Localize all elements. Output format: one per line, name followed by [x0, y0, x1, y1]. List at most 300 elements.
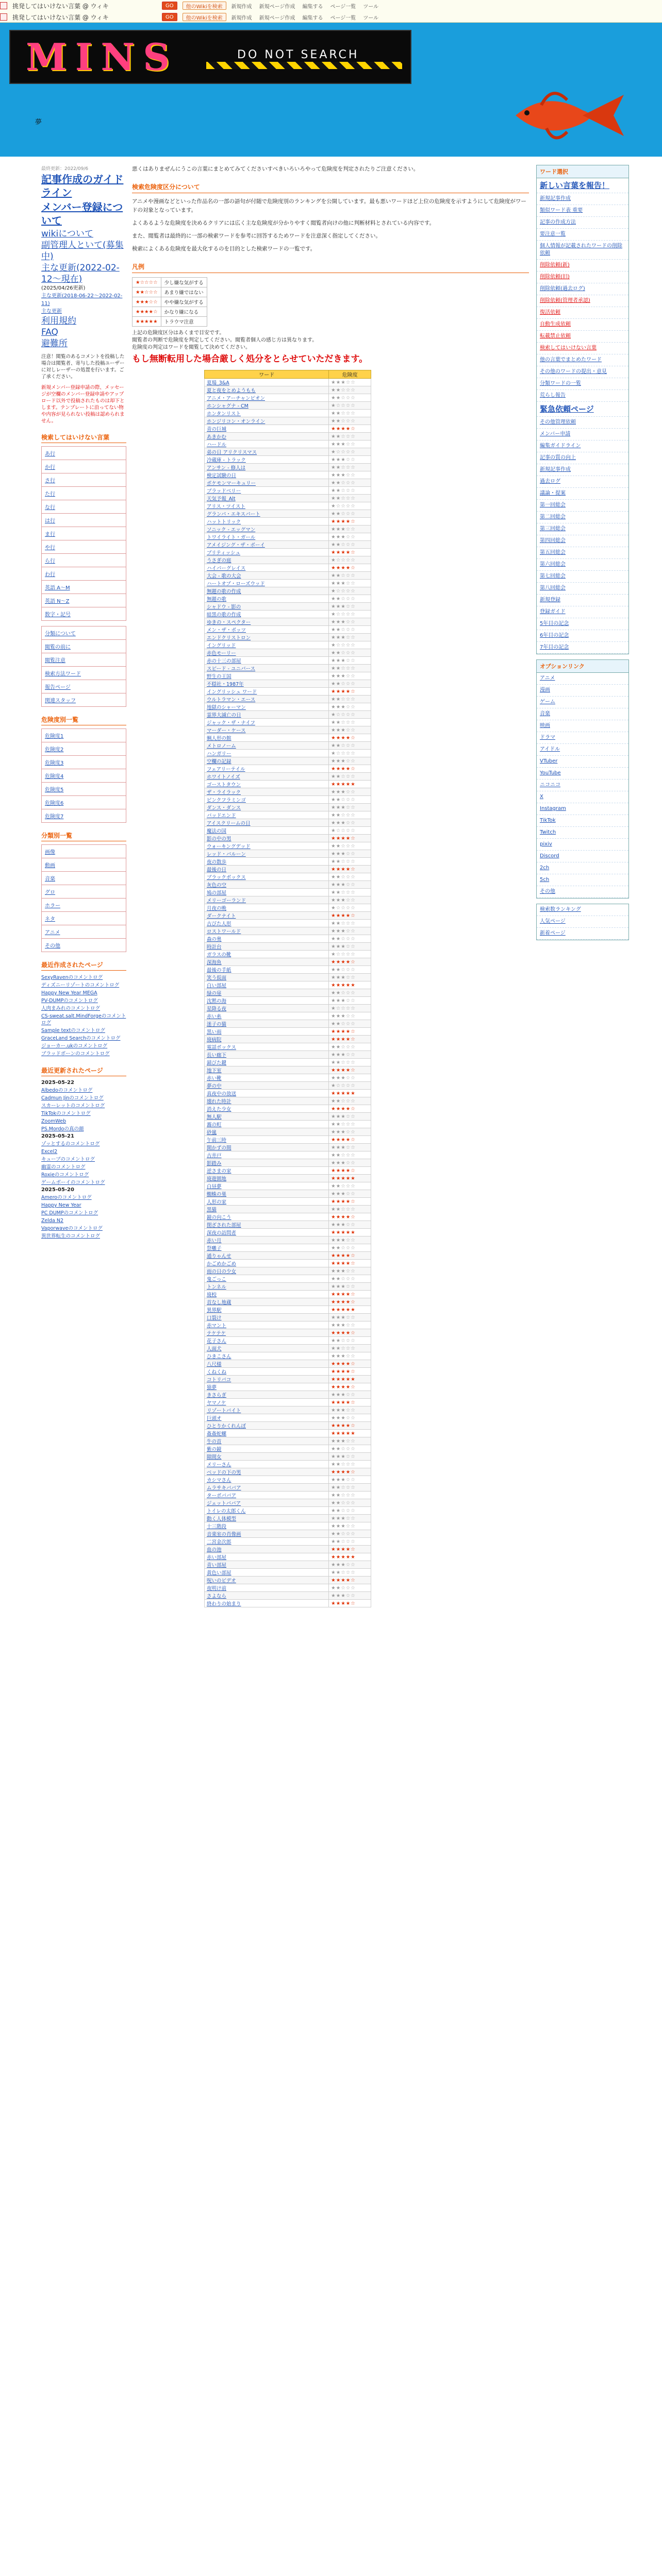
sidebar-link-item[interactable]	[537, 756, 628, 768]
word-link[interactable]: 鬼ごっこ	[207, 1277, 226, 1282]
word-link[interactable]: ダークナイト	[207, 913, 236, 919]
sidebar-link[interactable]: YouTube	[540, 770, 561, 776]
other-wiki-search-button[interactable]: 他のWikiを検索	[183, 2, 226, 10]
update-log-link[interactable]: 主な更新(2022-02-12～現在)	[41, 263, 120, 284]
sidebar-link[interactable]: 検索数ランキング	[540, 907, 581, 912]
word-link[interactable]: 通りゃんせ	[207, 1253, 231, 1259]
word-link[interactable]: ハートオブ・ローズウッド	[207, 581, 265, 587]
tools-link[interactable]: ツール	[363, 15, 379, 21]
sidebar-link[interactable]: 荒らし報告	[540, 393, 566, 398]
word-link[interactable]: 終わりの始まり	[207, 1601, 241, 1607]
word-link[interactable]: 夏場_3&A	[207, 380, 229, 386]
word-link[interactable]: ベッドの下の男	[207, 1470, 241, 1476]
sidebar-link-item[interactable]	[537, 673, 628, 685]
terms-link[interactable]: 利用規約	[41, 316, 76, 326]
updated-page-item[interactable]: Happy New Year	[41, 1202, 81, 1208]
word-link[interactable]: 動く人体模型	[207, 1516, 237, 1522]
sidebar-link-item[interactable]	[537, 523, 628, 535]
recent-page-item[interactable]: Sample textのコメントログ	[41, 1028, 105, 1033]
word-link[interactable]: フェアリーテイル	[207, 767, 245, 772]
word-link[interactable]: 深夜の訪問者	[207, 1230, 237, 1236]
word-link[interactable]: 影踏み	[207, 1161, 222, 1166]
word-link[interactable]: 逆さまの家	[207, 1168, 231, 1174]
sidebar-link-item[interactable]	[537, 630, 628, 642]
word-link[interactable]: ムラサキババア	[207, 1485, 241, 1491]
sidebar-link[interactable]: 検索してはいけない言葉	[540, 345, 597, 351]
word-link[interactable]: 古井戸	[207, 1153, 222, 1159]
sidebar-link-item[interactable]	[537, 571, 628, 583]
sidebar-link-item[interactable]	[537, 193, 628, 205]
word-link[interactable]: 雨の日の少女	[207, 1269, 237, 1275]
sidebar-link[interactable]: その他のワードの提出・意見	[540, 369, 607, 375]
word-link[interactable]: 呪いのビデオ	[207, 1578, 236, 1584]
sidebar-link-item[interactable]	[537, 402, 628, 417]
word-link[interactable]: 青い部屋	[207, 1563, 227, 1568]
word-link[interactable]: 廃病院	[207, 1037, 222, 1043]
word-link[interactable]: 迷子の猫	[207, 1022, 227, 1027]
index-item[interactable]: 英語 A～M	[41, 581, 126, 594]
word-link[interactable]: 弟の日 アリクリスマス	[207, 450, 257, 455]
word-link[interactable]: イングリッシュ ワード	[207, 689, 257, 695]
word-link[interactable]: ソニック - エッグマン	[207, 527, 256, 533]
updated-page-item[interactable]: Cadmun Jinのコメントログ	[41, 1095, 104, 1101]
sidebar-link[interactable]: 復活依頼	[540, 310, 560, 315]
word-link[interactable]: トンネル	[207, 1284, 226, 1290]
word-link[interactable]: 八尺様	[207, 1362, 222, 1367]
sidebar-link[interactable]: 第七回総会	[540, 573, 566, 579]
sidebar-link[interactable]: 新着ページ	[540, 930, 566, 936]
word-link[interactable]: ホンジリコン・オンライン	[207, 419, 266, 425]
sidebar-link-item[interactable]	[537, 241, 628, 260]
word-link[interactable]: 沈黙の海	[207, 998, 227, 1004]
sidebar-link[interactable]: VTuber	[540, 758, 558, 764]
word-link[interactable]: 真夜中の放送	[207, 1091, 237, 1097]
index-item[interactable]: わ行	[41, 567, 126, 581]
new-page-link[interactable]: 新規作成	[231, 4, 252, 10]
word-link[interactable]: 十三階段	[207, 1524, 227, 1530]
word-link[interactable]: 白昼夢	[207, 1184, 222, 1190]
word-link[interactable]: 魔法の国	[207, 828, 227, 834]
word-link[interactable]: 夢の中	[207, 1083, 222, 1089]
word-link[interactable]: 人形の家	[207, 1199, 227, 1205]
word-link[interactable]: ポケモンマーキュリー	[207, 481, 256, 486]
updated-page-item[interactable]: Roxieのコメントログ	[41, 1172, 89, 1178]
page-list-link[interactable]: ページ一覧	[330, 15, 356, 21]
sidebar-link-item[interactable]	[537, 904, 628, 916]
sidebar-link[interactable]: 7年目の記念	[540, 645, 569, 650]
word-link[interactable]: ヤマノケ	[207, 1400, 226, 1406]
updated-page-item[interactable]: Ameroのコメントログ	[41, 1195, 92, 1200]
sidebar-link[interactable]: 記事の質の向上	[540, 455, 576, 461]
sidebar-link-item[interactable]	[537, 343, 628, 354]
updated-page-item[interactable]: Vaporwaveのコメントログ	[41, 1226, 103, 1231]
sidebar-link[interactable]: 映画	[540, 723, 550, 728]
sidebar-link[interactable]: 第四回総会	[540, 538, 566, 544]
word-link[interactable]: 隙間女	[207, 1454, 222, 1460]
word-link[interactable]: 廃校	[207, 1292, 217, 1298]
sidebar-link[interactable]: 過去ログ	[540, 479, 560, 484]
word-link[interactable]: ハイパーグレイス	[207, 566, 246, 571]
sidebar-link[interactable]: 第八回総会	[540, 585, 566, 591]
word-link[interactable]: さよなら	[207, 1594, 227, 1599]
word-link[interactable]: テケテケ	[207, 1331, 226, 1336]
edit-link[interactable]: 編集する	[302, 15, 323, 21]
sidebar-link[interactable]: 6年目の記念	[540, 633, 569, 638]
sidebar-link[interactable]: 新しい言葉を報告！	[540, 181, 610, 190]
word-link[interactable]: ガラスの靴	[207, 952, 231, 958]
sidebar-link[interactable]: Discord	[540, 853, 559, 859]
word-link[interactable]: 夏と夜をとめようもも	[207, 388, 256, 394]
sidebar-link[interactable]: 2ch	[540, 865, 550, 871]
sidebar-link[interactable]: アニメ	[540, 675, 555, 681]
word-link[interactable]: 人面犬	[207, 1346, 222, 1352]
sidebar-link[interactable]: 記事の作成方法	[540, 219, 576, 225]
sidebar-link[interactable]: 要注意一覧	[540, 231, 566, 237]
sidebar-link[interactable]: 分類ワードの一覧	[540, 381, 581, 386]
sidebar-link-item[interactable]	[537, 779, 628, 791]
word-link[interactable]: アンサン - 修人は	[207, 465, 246, 471]
sidebar-link[interactable]: 第五回総会	[540, 550, 566, 555]
word-link[interactable]: 森の奥	[207, 937, 222, 942]
word-link[interactable]: レッド・バルーン	[207, 852, 246, 857]
sidebar-link[interactable]: ゲーム	[540, 699, 555, 705]
word-link[interactable]: メリーゴーランド	[207, 898, 246, 904]
member-registration-link[interactable]: メンバー登録について	[41, 201, 123, 227]
sidebar-link[interactable]: 自動生成依頼	[540, 321, 571, 327]
rank-item[interactable]: 危険度6	[41, 796, 126, 809]
sidebar-link-item[interactable]	[537, 535, 628, 547]
word-link[interactable]: ホンタンリスト	[207, 411, 241, 417]
word-link[interactable]: トイレの太郎くん	[207, 1509, 246, 1514]
sidebar-link-item[interactable]	[537, 886, 628, 898]
sidebar-link[interactable]: その他	[540, 889, 555, 894]
word-link[interactable]: 冷蔵庫 - トラック	[207, 457, 246, 463]
word-link[interactable]: 霊界大滅亡の日	[207, 713, 241, 718]
word-link[interactable]: 黒い雨	[207, 1029, 222, 1035]
sidebar-link[interactable]: 削除依頼(新)	[540, 262, 570, 268]
word-link[interactable]: 猿夢	[207, 1385, 217, 1391]
updated-page-item[interactable]: Excel2	[41, 1149, 58, 1155]
word-link[interactable]: ゴーストタウン	[207, 782, 241, 788]
sidebar-link-item[interactable]	[537, 488, 628, 500]
other-wiki-search-button[interactable]: 他のWikiを検索	[183, 13, 226, 21]
word-link[interactable]: 鏡の向こう	[207, 1215, 231, 1221]
word-link[interactable]: エンドクリストロン	[207, 635, 251, 641]
sidebar-link[interactable]: 編集ガイドライン	[540, 443, 581, 449]
sidebar-link[interactable]: 類似ワード表 重要	[540, 208, 583, 213]
sidebar-link-item[interactable]	[537, 595, 628, 606]
word-link[interactable]: ダンス・ダンス	[207, 805, 241, 811]
word-link[interactable]: バッドエンド	[207, 813, 236, 819]
site-title[interactable]: 挑発してはいけない言葉 @ ウィキ	[12, 2, 109, 10]
sidebar-link-item[interactable]	[537, 205, 628, 217]
word-link[interactable]: 口裂け	[207, 1315, 222, 1321]
word-link[interactable]: 黒猫	[207, 1207, 217, 1213]
updated-page-item[interactable]: Zelda N2	[41, 1218, 64, 1224]
sidebar-link-item[interactable]	[537, 768, 628, 779]
updated-page-item[interactable]: ZoomWeb	[41, 1118, 67, 1124]
word-link[interactable]: アメイジング・ザ・ボーイ	[207, 543, 265, 548]
recent-page-item[interactable]: CS-sweat.salt.MindForgeのコメントログ	[41, 1013, 126, 1026]
word-link[interactable]: 祭囃子	[207, 1246, 222, 1251]
misc-item[interactable]: 関連スタッフ	[41, 693, 126, 707]
word-link[interactable]: ピンクフラミンゴ	[207, 798, 246, 803]
word-link[interactable]: 赤マント	[207, 1323, 227, 1329]
recent-page-item[interactable]: Happy New Year MEGA	[41, 990, 97, 996]
sidebar-link-item[interactable]	[537, 452, 628, 464]
sidebar-link[interactable]: ドラマ	[540, 735, 555, 740]
word-link[interactable]: うさぎの庭	[207, 558, 231, 564]
word-link[interactable]: メン・ザ・ボッツ	[207, 628, 246, 633]
word-link[interactable]: ブラックボックス	[207, 875, 246, 880]
word-link[interactable]: 午前三時	[207, 1138, 227, 1143]
word-link[interactable]: ホワイトノイズ	[207, 774, 240, 780]
word-link[interactable]: 二宮金次郎	[207, 1539, 231, 1545]
word-link[interactable]: 空欄の記録	[207, 759, 231, 765]
index-item[interactable]: あ行	[41, 446, 126, 460]
word-link[interactable]: 緑の扉	[207, 991, 222, 996]
word-link[interactable]: メトロノーム	[207, 743, 236, 749]
word-link[interactable]: 廃遊園地	[207, 1176, 227, 1182]
word-link[interactable]: 検定試験の日	[207, 473, 237, 479]
index-item[interactable]: や行	[41, 540, 126, 554]
sidebar-link-item[interactable]	[537, 732, 628, 744]
sidebar-link-item[interactable]	[537, 217, 628, 229]
sidebar-link[interactable]: 新規記事作成	[540, 467, 571, 472]
word-link[interactable]: 黄色い部屋	[207, 1570, 231, 1576]
index-item[interactable]: ま行	[41, 527, 126, 540]
word-link[interactable]: 赤い靴	[207, 1076, 222, 1081]
word-link[interactable]: 血の池	[207, 1547, 222, 1553]
misc-item[interactable]: 検索方法ワード	[41, 667, 126, 680]
tools-link[interactable]: ツール	[363, 4, 379, 10]
word-link[interactable]: 消えた少女	[207, 1107, 231, 1112]
category-item[interactable]: アニメ	[41, 925, 126, 939]
sidebar-link-item[interactable]	[537, 744, 628, 756]
sidebar-link-item[interactable]	[537, 366, 628, 378]
sidebar-link[interactable]: 第二回総会	[540, 514, 566, 520]
recent-page-item[interactable]: ディズニーリゾートのコメントログ	[41, 982, 120, 988]
sidebar-link[interactable]: 新規記事作成	[540, 196, 571, 201]
index-item[interactable]: は行	[41, 514, 126, 527]
sidebar-link-item[interactable]	[537, 874, 628, 886]
recent-page-item[interactable]: GraceLand Searchのコメントログ	[41, 1036, 121, 1041]
misc-item[interactable]: 分類について	[41, 626, 126, 640]
word-link[interactable]: 時計台	[207, 944, 222, 950]
word-link[interactable]: 首なし地蔵	[207, 1300, 231, 1306]
word-link[interactable]: 笑う仮面	[207, 975, 227, 981]
index-item[interactable]: さ行	[41, 473, 126, 487]
word-link[interactable]: ゆきの・スペクター	[207, 620, 251, 625]
category-item[interactable]: ネタ	[41, 912, 126, 925]
word-link[interactable]: 不穏社・1987年	[207, 682, 244, 687]
rank-item[interactable]: 危険度4	[41, 769, 126, 783]
word-link[interactable]: 音楽室の肖像画	[207, 1532, 241, 1537]
sidebar-link-item[interactable]	[537, 803, 628, 815]
word-link[interactable]: ひとりかくれんぼ	[207, 1423, 246, 1429]
updated-page-item[interactable]: ゲームボーイのコメントログ	[41, 1180, 105, 1185]
updated-page-item[interactable]: ゾッとするのコメントログ	[41, 1141, 100, 1147]
word-link[interactable]: ハードル	[207, 442, 227, 448]
word-link[interactable]: 長い廊下	[207, 1053, 227, 1058]
sidebar-link[interactable]: 5年目の記念	[540, 621, 569, 626]
sidebar-link-item[interactable]	[537, 559, 628, 571]
word-link[interactable]: 赤い月	[207, 1238, 222, 1244]
word-link[interactable]: 壊れた時計	[207, 1099, 231, 1105]
misc-item[interactable]: 閲覧注意	[41, 653, 126, 667]
updated-page-item[interactable]: TikTokのコメントログ	[41, 1111, 91, 1116]
sidebar-link-item[interactable]	[537, 720, 628, 732]
word-link[interactable]: ウォーキングデッド	[207, 844, 251, 850]
sidebar-link-item[interactable]	[537, 440, 628, 452]
word-link[interactable]: グランパ・エキスパート	[207, 512, 260, 517]
sidebar-link[interactable]: 転載禁止依頼	[540, 333, 571, 339]
sidebar-link[interactable]: 個人情報が記載されたワードの削除依頼	[540, 243, 622, 256]
sidebar-link-item[interactable]	[537, 319, 628, 331]
updated-page-item[interactable]: スカーレットのコメントログ	[41, 1103, 105, 1109]
sidebar-link-item[interactable]	[537, 618, 628, 630]
word-link[interactable]: トワイライト・ガール	[207, 535, 256, 540]
category-item[interactable]: グロ	[41, 885, 126, 899]
word-link[interactable]: かごめかごめ	[207, 1261, 237, 1267]
word-link[interactable]: 地下室	[207, 1068, 222, 1074]
word-link[interactable]: ブリティッシュ	[207, 550, 240, 556]
word-link[interactable]: 無人駅	[207, 1114, 222, 1120]
word-link[interactable]: 星降る夜	[207, 1006, 227, 1012]
sub-admin-link[interactable]: 副管理人といて(募集中)	[41, 240, 124, 262]
word-link[interactable]: 影の中の男	[207, 836, 231, 842]
word-link[interactable]: 無題の歌の作成	[207, 589, 241, 595]
word-link[interactable]: 霧の町	[207, 1122, 222, 1128]
sidebar-link[interactable]: 登録ガイド	[540, 609, 566, 615]
sidebar-link-item[interactable]	[537, 851, 628, 862]
sidebar-link[interactable]: pixiv	[540, 841, 552, 847]
word-link[interactable]: メリーさん	[207, 1462, 231, 1468]
word-link[interactable]: アリス・ツイスト	[207, 504, 245, 510]
sidebar-link[interactable]: ニコニコ	[540, 782, 560, 788]
sidebar-link-item[interactable]	[537, 354, 628, 366]
sidebar-link-item[interactable]	[537, 916, 628, 928]
word-link[interactable]: 月夜の晩	[207, 906, 227, 911]
sidebar-link[interactable]: 人気ページ	[540, 919, 566, 924]
misc-item[interactable]: 報告ページ	[41, 680, 126, 693]
sidebar-link[interactable]: 他の言葉でまとめたワード	[540, 357, 602, 363]
word-link[interactable]: ブラッドベリー	[207, 488, 241, 494]
word-link[interactable]: リゾートバイト	[207, 1408, 241, 1414]
word-link[interactable]: 灰色の空	[207, 883, 227, 888]
sidebar-link-item[interactable]	[537, 417, 628, 429]
sidebar-link-item[interactable]	[537, 272, 628, 283]
word-link[interactable]: ハットトリック	[207, 519, 241, 525]
sidebar-link[interactable]: その他管理依頼	[540, 419, 576, 425]
shelter-link[interactable]: 避難所	[41, 338, 68, 349]
category-item[interactable]: 音楽	[41, 872, 126, 885]
sidebar-link-item[interactable]	[537, 500, 628, 512]
sidebar-link[interactable]: 漫画	[540, 687, 550, 693]
index-item[interactable]: た行	[41, 487, 126, 500]
old-update-log-link[interactable]: 主な更新(2018-06-22～2022-02-11)	[41, 293, 123, 307]
page-list-link[interactable]: ページ一覧	[330, 4, 356, 10]
word-link[interactable]: アニメ・アーチャンピオン	[207, 396, 265, 401]
index-item[interactable]: 数字・記号	[41, 607, 126, 621]
word-link[interactable]: イングリッド	[207, 643, 236, 649]
sidebar-link-item[interactable]	[537, 642, 628, 654]
word-link[interactable]: ザ・ライラック	[207, 790, 241, 795]
word-link[interactable]: 天気予報_Alt	[207, 496, 236, 502]
updated-page-item[interactable]: Albedoのコメントログ	[41, 1088, 93, 1093]
sidebar-link[interactable]: 第六回総会	[540, 562, 566, 567]
word-link[interactable]: 無題の歌	[207, 597, 227, 602]
sidebar-link-item[interactable]	[537, 839, 628, 851]
sidebar-link[interactable]: メンバー申請	[540, 431, 571, 437]
create-page-link[interactable]: 新規ページ作成	[259, 4, 295, 10]
sidebar-link[interactable]: 5ch	[540, 877, 550, 883]
word-link[interactable]: 野生の王国	[207, 674, 231, 680]
edit-link[interactable]: 編集する	[302, 4, 323, 10]
sidebar-link-item[interactable]	[537, 295, 628, 307]
sidebar-link[interactable]: 緊急依頼ページ	[540, 404, 594, 414]
word-link[interactable]: 白い部屋	[207, 983, 227, 989]
word-link[interactable]: 花子さん	[207, 1338, 227, 1344]
updated-page-item[interactable]: 幽霊のコメントログ	[41, 1164, 86, 1170]
index-item[interactable]: か行	[41, 460, 126, 473]
sidebar-link[interactable]: 議論・提案	[540, 490, 566, 496]
sidebar-link-item[interactable]	[537, 547, 628, 559]
rank-item[interactable]: 危険度1	[41, 728, 126, 742]
word-link[interactable]: 地獄のシャーマン	[207, 705, 246, 710]
word-link[interactable]: 赤色モーリー	[207, 651, 236, 656]
word-link[interactable]: 牛の首	[207, 1439, 222, 1445]
category-item[interactable]: 動画	[41, 858, 126, 872]
word-link[interactable]: 紫の鏡	[207, 1447, 222, 1452]
sidebar-link-item[interactable]	[537, 390, 628, 402]
word-link[interactable]: 赤の十三の部屋	[207, 658, 241, 664]
update-meta-link[interactable]: 主な更新	[41, 309, 62, 314]
word-link[interactable]: 赤い糸	[207, 1014, 222, 1020]
word-link[interactable]: ひきこさん	[207, 1354, 231, 1360]
word-link[interactable]: マーダー・ケース	[207, 728, 246, 734]
go-button[interactable]: GO	[162, 2, 177, 10]
sidebar-link-item[interactable]	[537, 708, 628, 720]
sidebar-link[interactable]: 新規登録	[540, 597, 560, 603]
word-link[interactable]: カシマさん	[207, 1478, 231, 1483]
updated-page-item[interactable]: 異世界転生のコメントログ	[41, 1233, 101, 1239]
word-link[interactable]: 夜明け前	[207, 1586, 227, 1591]
sidebar-link-item[interactable]	[537, 583, 628, 595]
sidebar-link-item[interactable]	[537, 862, 628, 874]
sidebar-link-item[interactable]	[537, 697, 628, 708]
index-item[interactable]: ら行	[41, 554, 126, 567]
recent-page-item[interactable]: PV-DUMPのコメントログ	[41, 998, 98, 1004]
word-link[interactable]: 電話ボックス	[207, 1045, 236, 1050]
sidebar-link-item[interactable]	[537, 378, 628, 390]
sidebar-link-item[interactable]	[537, 791, 628, 803]
sidebar-link-item[interactable]	[537, 283, 628, 295]
sidebar-link[interactable]: 削除依頼(旧)	[540, 274, 570, 280]
word-link[interactable]: ロストワールド	[207, 929, 241, 935]
word-link[interactable]: 異界駅	[207, 1308, 222, 1313]
word-link[interactable]: 蜘蛛の巣	[207, 1192, 227, 1197]
create-page-link[interactable]: 新規ページ作成	[259, 15, 295, 21]
sidebar-link[interactable]: 第三回総会	[540, 526, 566, 532]
site-logo[interactable]	[9, 30, 411, 84]
word-link[interactable]: あきかむ	[207, 434, 227, 440]
word-link[interactable]: ホンシャグナ - CM	[207, 403, 249, 409]
go-button[interactable]: GO	[162, 13, 177, 21]
sidebar-link-item[interactable]	[537, 606, 628, 618]
word-link[interactable]: ハンガリー	[207, 751, 231, 757]
index-item[interactable]: 英語 N～Z	[41, 594, 126, 607]
